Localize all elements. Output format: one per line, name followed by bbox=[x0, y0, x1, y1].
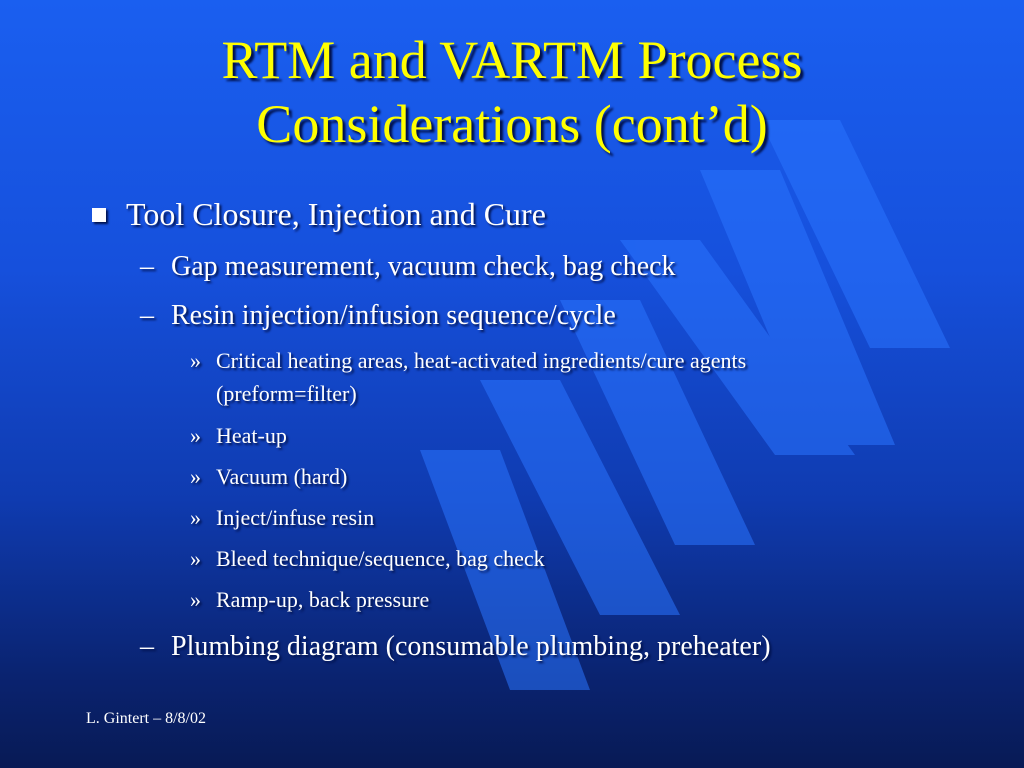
subsub-ramp-up: Ramp-up, back pressure bbox=[216, 587, 430, 612]
dash-bullet-icon: – bbox=[140, 300, 154, 331]
raquo-bullet-icon: » bbox=[190, 505, 201, 530]
raquo-bullet-icon: » bbox=[190, 587, 201, 612]
subsub-inject-infuse: Inject/infuse resin bbox=[216, 505, 375, 530]
subbullet-gap-measurement: Gap measurement, vacuum check, bag check bbox=[171, 251, 676, 282]
slide-title bbox=[0, 28, 1024, 156]
dash-bullet-icon: – bbox=[140, 251, 154, 282]
subbullet-resin-injection: Resin injection/infusion sequence/cycle bbox=[171, 300, 616, 331]
subbullet-plumbing-diagram: Plumbing diagram (consumable plumbing, preheater) bbox=[171, 631, 771, 662]
title-line-2: Considerations (cont’d) bbox=[256, 94, 768, 154]
slide-footer: L. Gintert – 8/8/02 bbox=[86, 710, 206, 727]
dash-bullet-icon: – bbox=[140, 631, 154, 662]
subsub-critical-heating-cont: (preform=filter) bbox=[216, 381, 357, 406]
subsub-bleed-technique: Bleed technique/sequence, bag check bbox=[216, 546, 545, 571]
raquo-bullet-icon: » bbox=[190, 348, 201, 373]
raquo-bullet-icon: » bbox=[190, 464, 201, 489]
bullet-tool-closure: Tool Closure, Injection and Cure bbox=[126, 196, 546, 232]
title-line-1: RTM and VARTM Process bbox=[221, 30, 803, 90]
raquo-bullet-icon: » bbox=[190, 546, 201, 571]
raquo-bullet-icon: » bbox=[190, 423, 201, 448]
subsub-heat-up: Heat-up bbox=[216, 423, 287, 448]
subsub-critical-heating: Critical heating areas, heat-activated ingredients/cure agents bbox=[216, 348, 747, 373]
subsub-vacuum: Vacuum (hard) bbox=[216, 464, 348, 489]
square-bullet-icon bbox=[92, 208, 106, 222]
